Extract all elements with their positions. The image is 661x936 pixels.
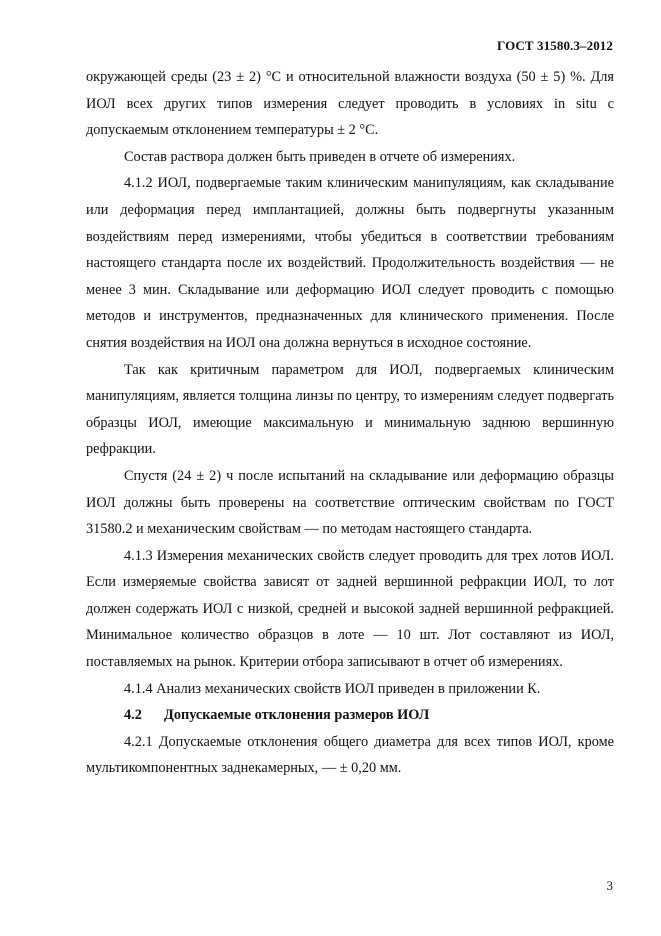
paragraph-4-2-1: 4.2.1 Допускаемые отклонения общего диаметра для всех типов ИОЛ, кроме мультикомпонентных заднекамерных, — ± 0,20 мм. <box>86 733 614 777</box>
paragraph-solution: Состав раствора должен быть приведен в отчете об измерениях. <box>124 148 516 165</box>
document-header: ГОСТ 31580.3–2012 <box>497 38 613 53</box>
section-heading <box>86 702 614 729</box>
paragraph-4-1-4: 4.1.4 Анализ механических свойств ИОЛ приведен в приложении К. <box>124 680 541 697</box>
paragraph-critical-parameter: Так как критичным параметром для ИОЛ, подвергаемых клиническим манипуляциям, является толщина линзы по центру, то измерениям следует подвергать образцы ИОЛ, имеющие максимальную и минимальную заднюю вершинную рефракции. <box>86 361 614 458</box>
paragraph-4-1-3: 4.1.3 Измерения механических свойств следует проводить для трех лотов ИОЛ. Если измеряемые свойства зависят от задней вершинной рефракции ИОЛ, то лот должен содержать ИОЛ с низкой, средней и высокой задней вершинной рефракцией. Минимальное количество образцов в лоте — 10 шт. Лот составляют из ИОЛ, поставляемых на рынок. Критерии отбора записывают в отчет об измерениях. <box>86 547 614 671</box>
paragraph-continuation: окружающей среды (23 ± 2) °С и относительной влажности воздуха (50 ± 5) %. Для ИОЛ всех других типов измерения следует проводить в условиях in situ с допускаемым отклонением температуры ± 2 °С. <box>86 69 614 139</box>
section-number: 4.2 <box>124 707 142 724</box>
page-number: 3 <box>606 878 613 893</box>
section-title: Допускаемые отклонения размеров ИОЛ <box>164 707 430 724</box>
paragraph-after-testing: Спустя (24 ± 2) ч после испытаний на складывание или деформацию образцы ИОЛ должны быть проверены на соответствие оптическим свойствам по ГОСТ 31580.2 и механическим свойствам — по методам настоящего стандарта. <box>86 467 614 538</box>
paragraph-4-1-2: 4.1.2 ИОЛ, подвергаемые таким клиническим манипуляциям, как складывание или деформация перед имплантацией, должны быть подвергнуты указанным воздействиям перед измерениями, чтобы убедиться в соответствии требованиям настоящего стандарта после их воздействий. Продолжительность воздействия — не менее 3 мин. Складывание или деформацию ИОЛ следует проводить с помощью методов и инструментов, предназначенных для клинического применения. После снятия воздействия на ИОЛ она должна вернуться в исходное состояние. <box>86 175 614 351</box>
page-body <box>86 64 614 782</box>
